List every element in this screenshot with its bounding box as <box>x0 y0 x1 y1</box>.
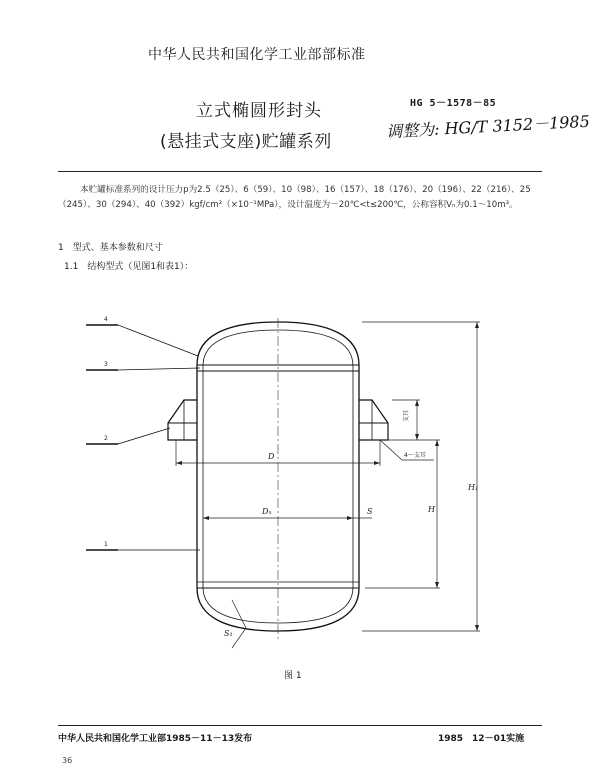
dim-D-label: D <box>268 452 275 461</box>
dim-Dn-label: Dₙ <box>262 507 272 516</box>
dim-S-label: S <box>367 507 373 516</box>
standard-title-line2: (悬挂式支座)贮罐系列 <box>160 132 332 152</box>
dim-support-height-label: 支耳 <box>403 409 410 422</box>
figure-caption: 图 1 <box>284 671 302 681</box>
issued-date: 中华人民共和国化学工业部1985－11－13发布 <box>58 734 253 744</box>
left-support-lug <box>168 400 197 440</box>
callout-4: 4 <box>104 316 108 323</box>
effective-date: 1985 12－01实施 <box>438 734 525 744</box>
footer-rule <box>58 725 542 726</box>
handwritten-note: 调整为: HG/T 3152－1985 <box>385 111 591 142</box>
page-number: 36 <box>62 756 73 765</box>
standard-title-line1: 立式椭圆形封头 <box>196 101 322 121</box>
right-support-lug <box>359 400 388 440</box>
section-1-heading: 1 型式、基本参数和尺寸 <box>58 243 163 253</box>
dim-S1-label: S₁ <box>224 629 233 638</box>
callout-3: 3 <box>104 361 108 368</box>
callout-1: 1 <box>104 541 108 548</box>
standard-number: HG 5－1578－85 <box>410 98 497 109</box>
dim-H-label: H <box>428 505 435 514</box>
callout-2: 2 <box>104 435 108 442</box>
intro-text: 本贮罐标准系列的设计压力p为2.5（25）、6（59）、10（98）、16（157）、18（176）、20（196）、22（216）、25（245）、30（294）、40（392）kgf/cm²（×10⁻¹MPa），设计温度为－20℃<t≤200℃，公称容积Vₙ为0.1～10m³。 <box>58 185 531 210</box>
weld-note-label: 4～支耳 <box>404 452 426 459</box>
section-1-1-heading: 1.1 结构型式（见图1和表1）： <box>64 262 194 272</box>
ministry-heading: 中华人民共和国化学工业部部标准 <box>148 47 366 63</box>
dim-H1-label: H₁ <box>468 483 479 492</box>
